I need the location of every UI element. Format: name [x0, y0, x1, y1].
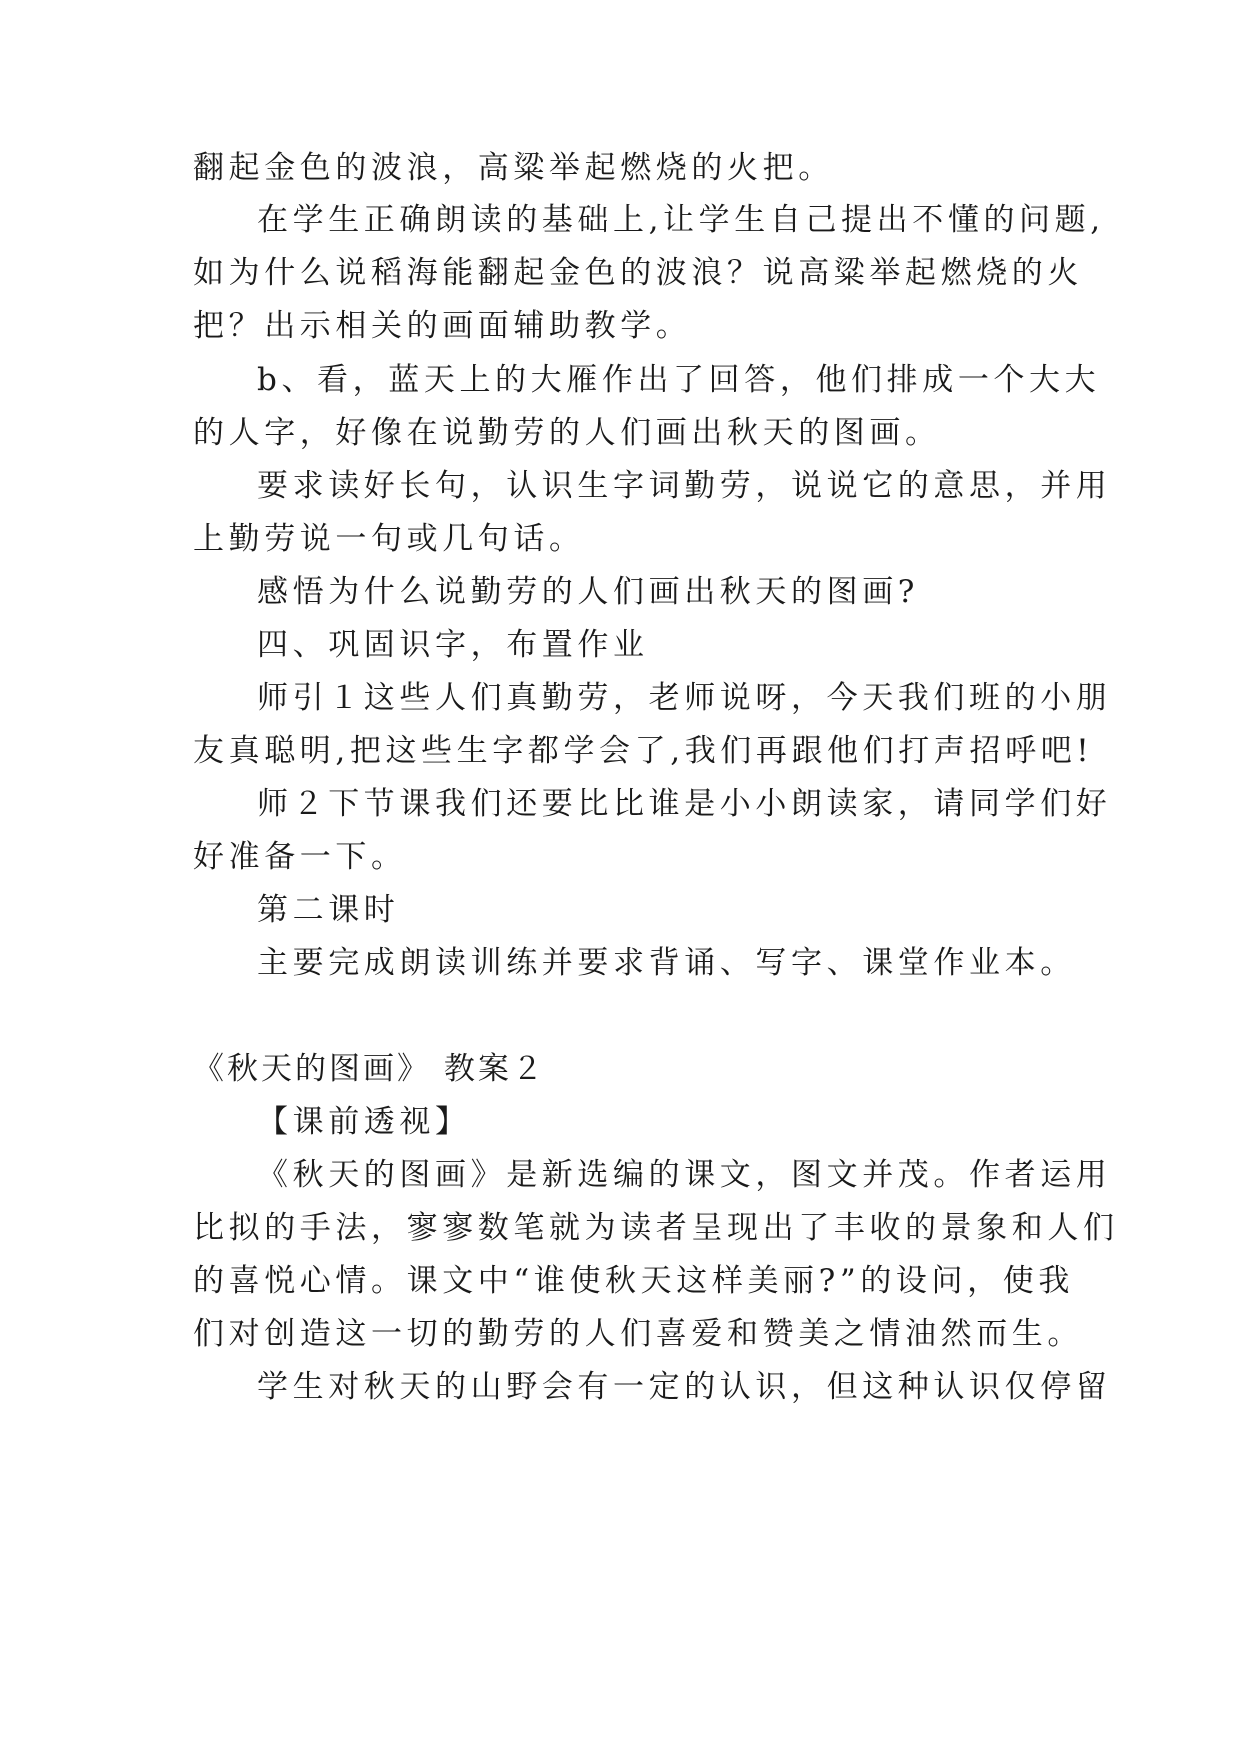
paragraph-line: 比拟的手法，寥寥数笔就为读者呈现出了丰收的景象和人们: [193, 1210, 1119, 1246]
paragraph-line: 的人字，好像在说勤劳的人们画出秋天的图画。: [193, 415, 941, 451]
paragraph-line: 的喜悦心情。课文中“谁使秋天这样美丽?”的设问，使我: [193, 1263, 1074, 1299]
paragraph-line: 上勤劳说一句或几句话。: [193, 521, 585, 557]
paragraph-line: 好准备一下。: [193, 839, 407, 875]
paragraph-line: 把？出示相关的画面辅助教学。: [193, 308, 692, 344]
paragraph-line: 师２下节课我们还要比比谁是小小朗读家，请同学们好: [257, 786, 1112, 822]
paragraph-line: 友真聪明,把这些生字都学会了,我们再跟他们打声招呼吧!: [193, 733, 1094, 769]
paragraph-line: 要求读好长句，认识生字词勤劳，说说它的意思，并用: [257, 468, 1112, 504]
paragraph-line: 学生对秋天的山野会有一定的认识，但这种认识仅停留: [257, 1369, 1112, 1405]
section-heading: 【课前透视】: [257, 1104, 471, 1140]
section-heading: 第二课时: [257, 892, 400, 928]
section-heading: 四、巩固识字，布置作业: [257, 627, 649, 663]
document-title: 《秋天的图画》 教案２: [193, 1051, 546, 1087]
paragraph-line: 如为什么说稻海能翻起金色的波浪？说高粱举起燃烧的火: [193, 255, 1083, 291]
paragraph-line: 主要完成朗读训练并要求背诵、写字、课堂作业本。: [257, 945, 1076, 981]
paragraph-line: 师引１这些人们真勤劳，老师说呀，今天我们班的小朋: [257, 680, 1112, 716]
paragraph-line: 们对创造这一切的勤劳的人们喜爱和赞美之情油然而生。: [193, 1316, 1083, 1352]
paragraph-line: 《秋天的图画》是新选编的课文，图文并茂。作者运用: [257, 1157, 1112, 1193]
paragraph-line: 在学生正确朗读的基础上,让学生自己提出不懂的问题,: [257, 202, 1105, 238]
paragraph-line: b、看，蓝天上的大雁作出了回答，他们排成一个大大: [257, 362, 1101, 398]
paragraph-line: 感悟为什么说勤劳的人们画出秋天的图画?: [257, 574, 920, 610]
paragraph-line: 翻起金色的波浪，高粱举起燃烧的火把。: [193, 150, 834, 186]
